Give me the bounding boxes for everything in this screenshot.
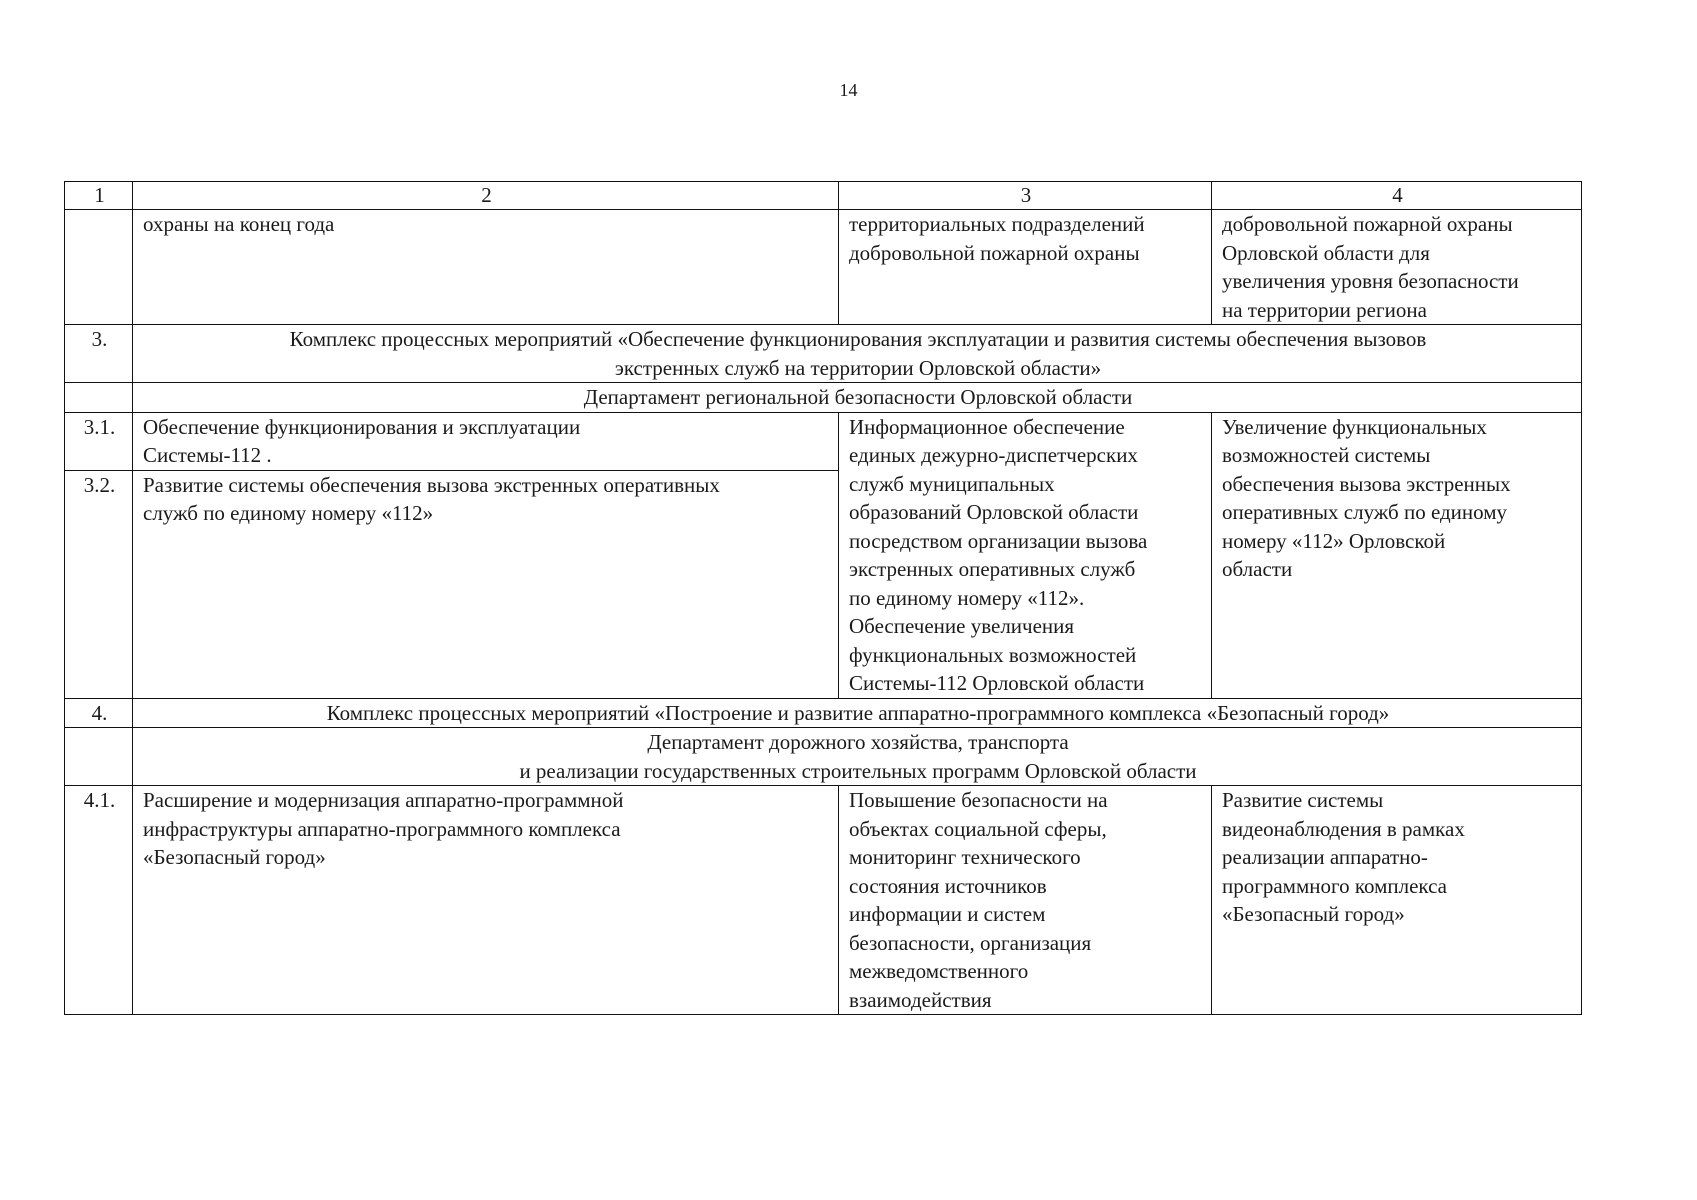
cell-result: Информационное обеспечение единых дежурно-диспетчерских служб муниципальных образований Орловской области посредством организации вызова экстренных оперативных служб по единому номеру «112». Обеспечение увеличения функциональных возможностей Системы-112 Орловской области: [839, 412, 1212, 698]
cell-goal: Увеличение функциональных возможностей системы обеспечения вызова экстренных оперативных служб по единому номеру «112» Орловской области: [1212, 412, 1582, 698]
header-col-2: 2: [133, 182, 839, 210]
section-row-4: [65, 698, 1582, 728]
table-header-row: [65, 182, 1582, 210]
table-row-4-1: [65, 786, 1582, 1015]
cell-measure: Развитие системы обеспечения вызова экстренных оперативных служб по единому номеру «112»: [133, 470, 839, 698]
measures-table: [64, 181, 1582, 1015]
department-name: Департамент дорожного хозяйства, транспорта и реализации государственных строительных программ Орловской области: [133, 728, 1582, 786]
section-number: 3.: [65, 325, 133, 383]
section-title: Комплекс процессных мероприятий «Обеспечение функционирования эксплуатации и развития системы обеспечения вызовов экстренных служб на территории Орловской области»: [133, 325, 1582, 383]
cell-goal: добровольной пожарной охраны Орловской области для увеличения уровня безопасности на территории региона: [1212, 210, 1582, 325]
header-col-1: 1: [65, 182, 133, 210]
row-number: 3.1.: [65, 412, 133, 470]
cell-result: Повышение безопасности на объектах социальной сферы, мониторинг технического состояния источников информации и систем безопасности, организация межведомственного взаимодействия: [839, 786, 1212, 1015]
table-row-3-1: [65, 412, 1582, 470]
row-number: 4.1.: [65, 786, 133, 1015]
row-number: [65, 383, 133, 413]
header-col-4: 4: [1212, 182, 1582, 210]
cell-result: территориальных подразделений добровольной пожарной охраны: [839, 210, 1212, 325]
cell-measure: Расширение и модернизация аппаратно-программной инфраструктуры аппаратно-программного комплекса «Безопасный город»: [133, 786, 839, 1015]
cell-measure: Обеспечение функционирования и эксплуатации Системы-112 .: [133, 412, 839, 470]
section-row-3: [65, 325, 1582, 383]
table-row-continued: [65, 210, 1582, 325]
row-number: [65, 210, 133, 325]
section-number: 4.: [65, 698, 133, 728]
header-col-3: 3: [839, 182, 1212, 210]
department-row-3: [65, 383, 1582, 413]
cell-goal: Развитие системы видеонаблюдения в рамках реализации аппаратно- программного комплекса «Безопасный город»: [1212, 786, 1582, 1015]
section-title: Комплекс процессных мероприятий «Построение и развитие аппаратно-программного комплекса «Безопасный город»: [133, 698, 1582, 728]
department-name: Департамент региональной безопасности Орловской области: [133, 383, 1582, 413]
department-row-4: [65, 728, 1582, 786]
cell-measure: охраны на конец года: [133, 210, 839, 325]
page-number: 14: [839, 80, 858, 100]
row-number: [65, 728, 133, 786]
row-number: 3.2.: [65, 470, 133, 698]
